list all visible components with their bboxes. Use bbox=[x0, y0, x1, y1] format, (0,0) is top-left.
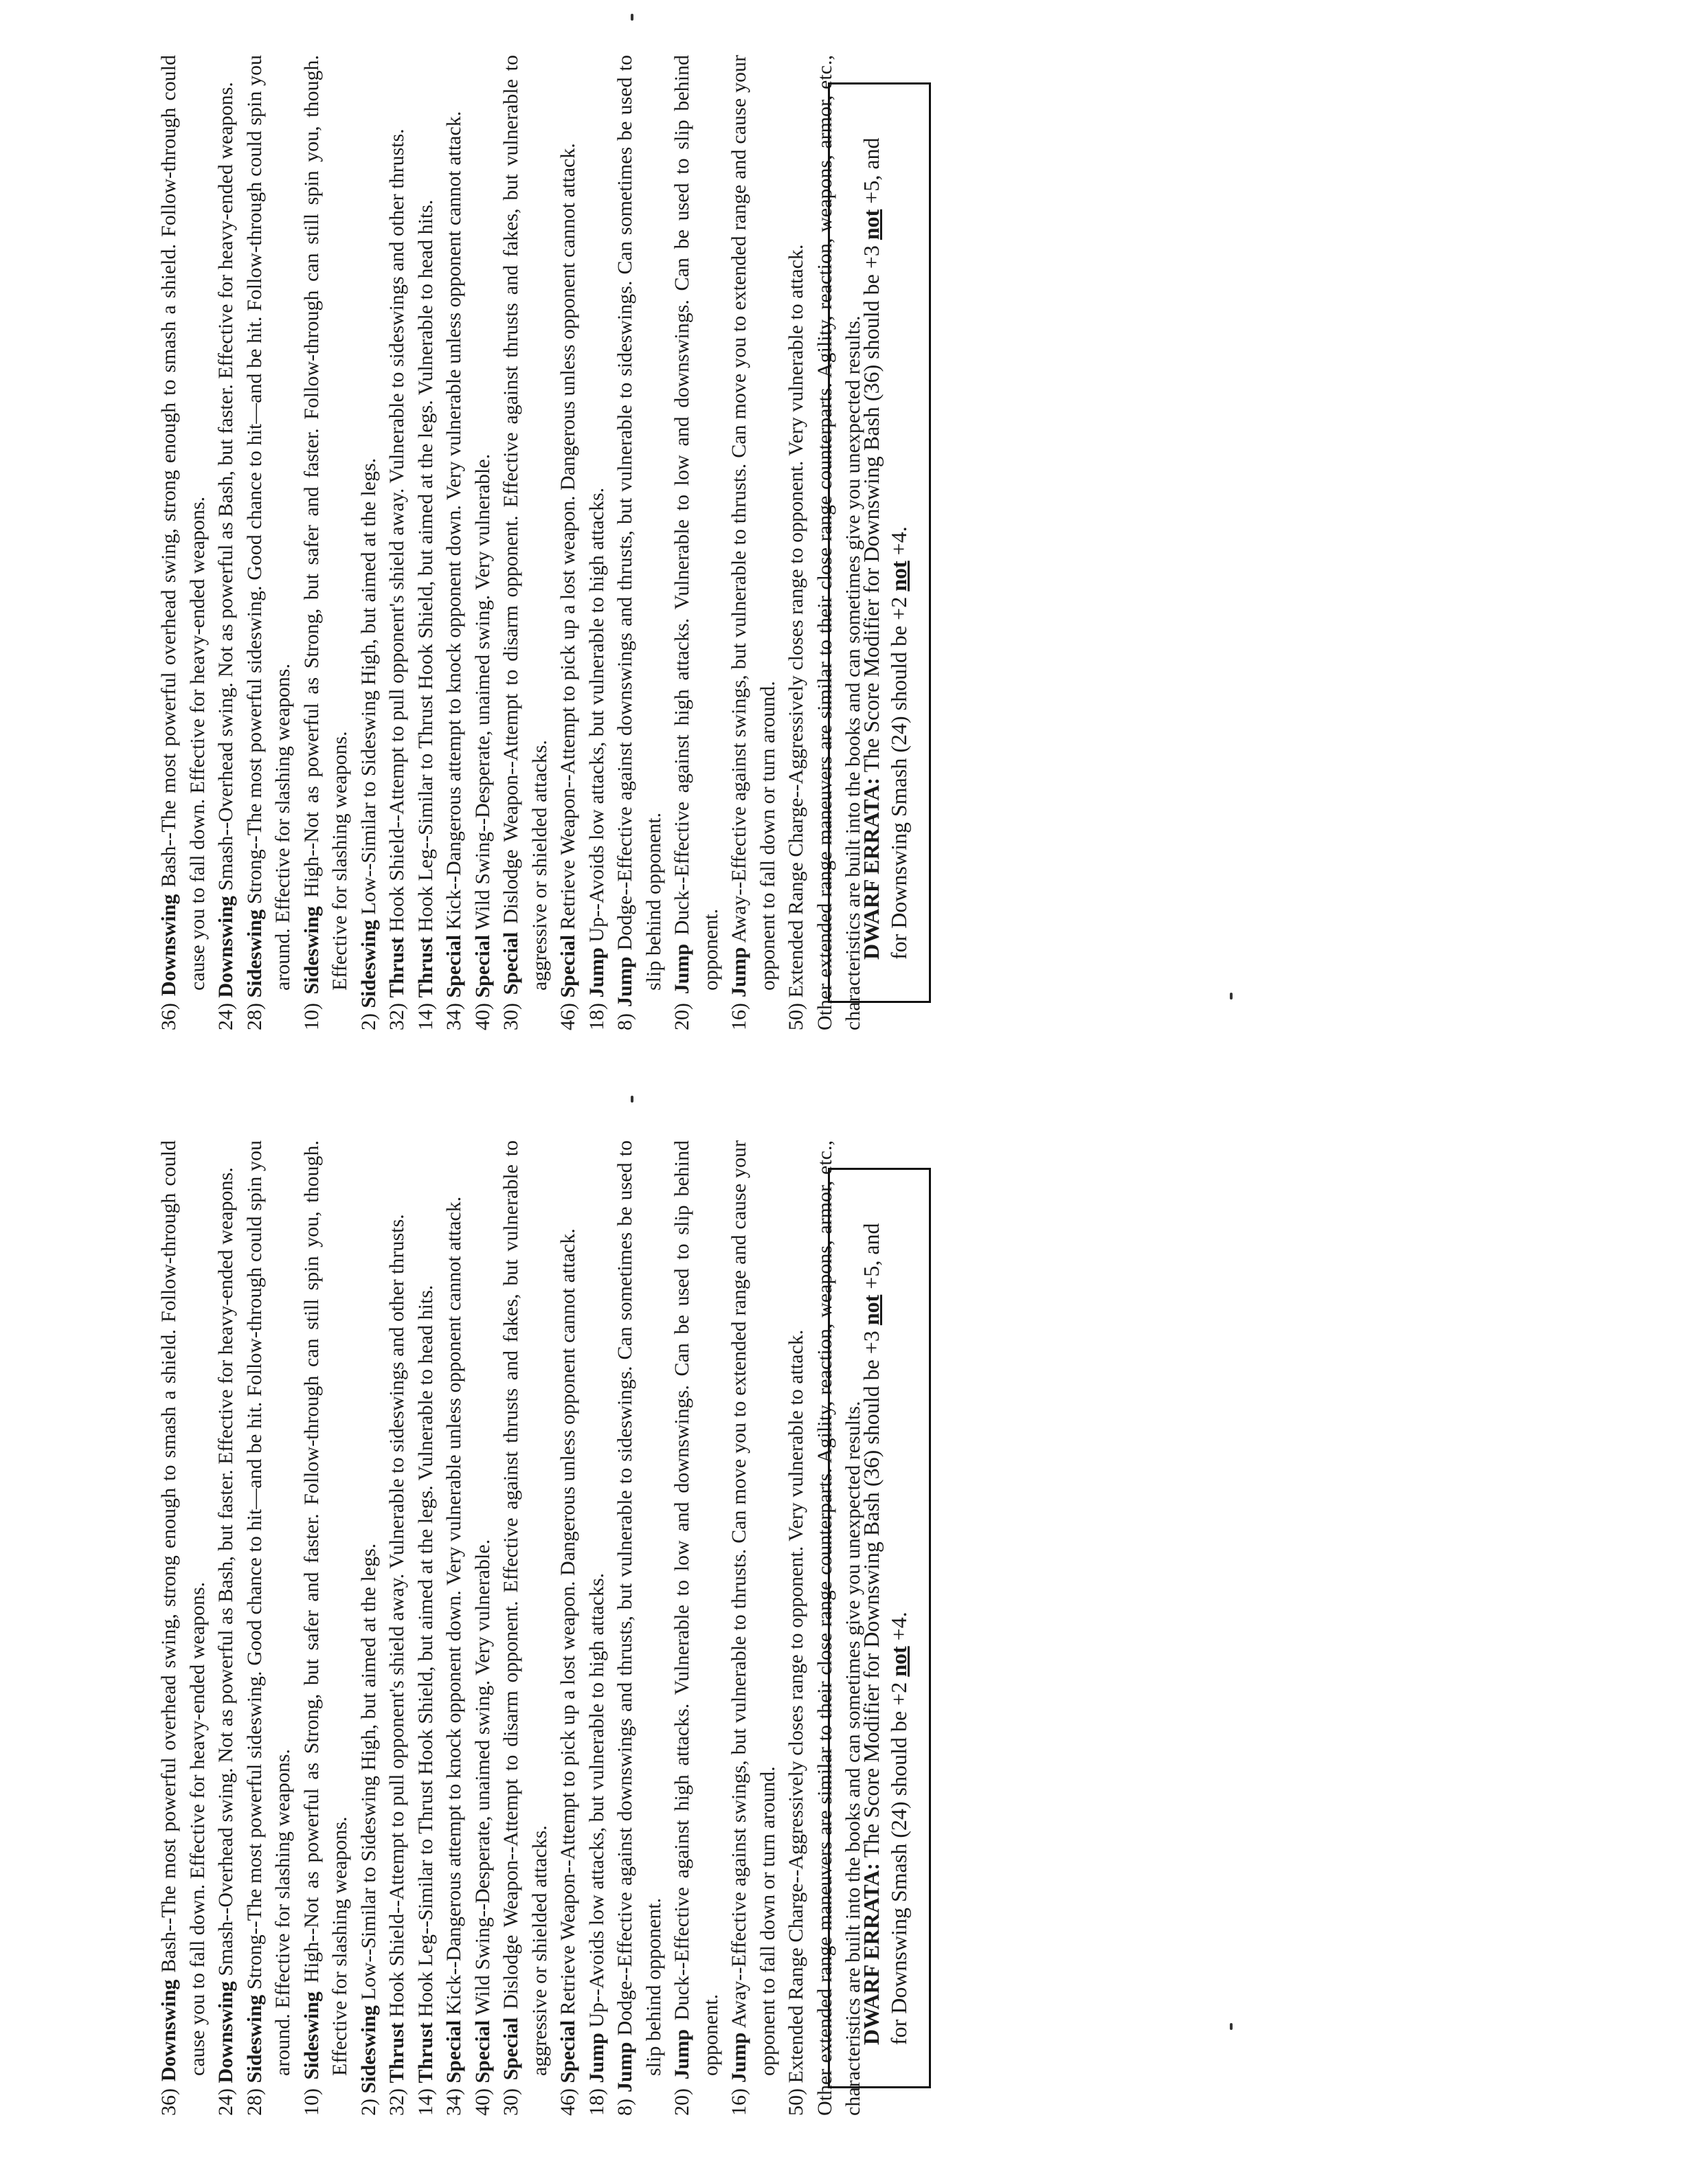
maneuver-entry: 10) Sideswing High--Not as powerful as Strong, but safer and faster. Follow-through can still spin you, though. Effective for slashing weapons. bbox=[300, 1140, 351, 2116]
maneuver-entry: 28) Sideswing Strong--The most powerful sideswing. Good chance to hit—and be hit. Follow-through could spin you around. Effective for slashing weapons. bbox=[243, 1140, 294, 2116]
maneuver-entry: 40) Special Wild Swing--Desperate, unaimed swing. Very vulnerable. bbox=[471, 1539, 494, 2116]
maneuver-entry: 24) Downswing Smash--Overhead swing. Not as powerful as Bash, but faster. Effective for heavy-ended weapons. bbox=[214, 82, 237, 1030]
maneuver-entry: 30) Special Dislodge Weapon--Attempt to disarm opponent. Effective against thrusts and fakes, but vulnerable to aggressive or shielded attacks. bbox=[499, 1140, 551, 2116]
errata-label: DWARF ERRATA: bbox=[859, 1862, 884, 2045]
scan-speck bbox=[631, 1096, 633, 1103]
scan-speck bbox=[1230, 993, 1233, 1000]
maneuver-entry: 16) Jump Away--Effective against swings, but vulnerable to thrusts. Can move you to extended range and cause your opponent to fall down or turn around. bbox=[728, 1140, 779, 2116]
manual-copy-top bbox=[155, 55, 1013, 1030]
errata-box: DWARF ERRATA: The Score Modifier for Downswing Bash (36) should be +3 not +5, and for Downswing Smash (24) should be +2 not +4. bbox=[828, 1168, 931, 2088]
maneuver-entry: 50) Extended Range Charge--Aggressively closes range to opponent. Very vulnerable to attack. bbox=[785, 1329, 807, 2116]
manual-copy-bottom bbox=[155, 1140, 1013, 2116]
maneuver-entry: 28) Sideswing Strong--The most powerful sideswing. Good chance to hit—and be hit. Follow-through could spin you around. Effective for slashing weapons. bbox=[243, 54, 294, 1030]
closing-paragraph: Other extended range maneuvers are similar to their close range counterparts. Agility, reaction, weapons, armor, etc., characteristics are built into the books and can sometimes give you unexpected results. bbox=[813, 1140, 864, 2116]
maneuver-entry: 36) Downswing Bash--The most powerful overhead swing, strong enough to smash a shield. Follow-through could cause you to fall down. Effective for heavy-ended weapons. bbox=[157, 1140, 209, 2116]
maneuver-entry: 2) Sideswing Low--Similar to Sideswing High, but aimed at the legs. bbox=[357, 1543, 380, 2116]
maneuver-entry: 20) Jump Duck--Effective against high attacks. Vulnerable to low and downswings. Can be used to slip behind opponent. bbox=[671, 54, 722, 1030]
maneuver-entry: 30) Special Dislodge Weapon--Attempt to disarm opponent. Effective against thrusts and fakes, but vulnerable to aggressive or shielded attacks. bbox=[499, 55, 551, 1030]
maneuver-entry: 14) Thrust Hook Leg--Similar to Thrust Hook Shield, but aimed at the legs. Vulnerable to head hits. bbox=[414, 1285, 437, 2116]
maneuver-entry: 8) Jump Dodge--Effective against downswings and thrusts, but vulnerable to sideswings. Can sometimes be used to slip behind opponent. bbox=[614, 54, 665, 1030]
maneuver-entry: 20) Jump Duck--Effective against high attacks. Vulnerable to low and downswings. Can be used to slip behind opponent. bbox=[671, 1140, 722, 2116]
maneuver-entry: 32) Thrust Hook Shield--Attempt to pull opponent's shield away. Vulnerable to sideswings and other thrusts. bbox=[385, 1214, 408, 2116]
scan-speck bbox=[1230, 2023, 1233, 2030]
errata-label: DWARF ERRATA: bbox=[859, 777, 884, 960]
maneuver-entry: 36) Downswing Bash--The most powerful overhead swing, strong enough to smash a shield. Follow-through could cause you to fall down. Effective for heavy-ended weapons. bbox=[157, 54, 209, 1030]
maneuver-entry: 34) Special Kick--Dangerous attempt to knock opponent down. Very vulnerable unless opponent cannot attack. bbox=[442, 1196, 465, 2116]
maneuver-entry: 32) Thrust Hook Shield--Attempt to pull opponent's shield away. Vulnerable to sideswings and other thrusts. bbox=[385, 128, 408, 1030]
maneuver-entry: 14) Thrust Hook Leg--Similar to Thrust Hook Shield, but aimed at the legs. Vulnerable to head hits. bbox=[414, 199, 437, 1030]
maneuver-list bbox=[155, 55, 868, 1030]
closing-paragraph: Other extended range maneuvers are similar to their close range counterparts. Agility, reaction, weapons, armor, etc., characteristics are built into the books and can sometimes give you unexpected results. bbox=[813, 55, 864, 1030]
errata-box: DWARF ERRATA: The Score Modifier for Downswing Bash (36) should be +3 not +5, and for Downswing Smash (24) should be +2 not +4. bbox=[828, 82, 931, 1003]
maneuver-entry: 40) Special Wild Swing--Desperate, unaimed swing. Very vulnerable. bbox=[471, 453, 494, 1030]
maneuver-entry: 8) Jump Dodge--Effective against downswings and thrusts, but vulnerable to sideswings. Can sometimes be used to slip behind opponent. bbox=[614, 1140, 665, 2116]
maneuver-entry: 16) Jump Away--Effective against swings, but vulnerable to thrusts. Can move you to extended range and cause your opponent to fall down or turn around. bbox=[728, 55, 779, 1030]
maneuver-entry: 2) Sideswing Low--Similar to Sideswing High, but aimed at the legs. bbox=[357, 458, 380, 1030]
scan-speck bbox=[631, 14, 633, 21]
maneuver-entry: 10) Sideswing High--Not as powerful as Strong, but safer and faster. Follow-through can still spin you, though. Effective for slashing weapons. bbox=[300, 54, 351, 1030]
maneuver-entry: 46) Special Retrieve Weapon--Attempt to pick up a lost weapon. Dangerous unless opponent cannot attack. bbox=[557, 143, 579, 1030]
maneuver-entry: 18) Jump Up--Avoids low attacks, but vulnerable to high attacks. bbox=[585, 1572, 608, 2116]
maneuver-entry: 24) Downswing Smash--Overhead swing. Not as powerful as Bash, but faster. Effective for heavy-ended weapons. bbox=[214, 1167, 237, 2116]
maneuver-entry: 34) Special Kick--Dangerous attempt to knock opponent down. Very vulnerable unless opponent cannot attack. bbox=[442, 111, 465, 1030]
maneuver-list bbox=[155, 1140, 868, 2116]
maneuver-entry: 18) Jump Up--Avoids low attacks, but vulnerable to high attacks. bbox=[585, 487, 608, 1030]
maneuver-entry: 50) Extended Range Charge--Aggressively closes range to opponent. Very vulnerable to attack. bbox=[785, 244, 807, 1030]
maneuver-entry: 46) Special Retrieve Weapon--Attempt to pick up a lost weapon. Dangerous unless opponent cannot attack. bbox=[557, 1228, 579, 2116]
